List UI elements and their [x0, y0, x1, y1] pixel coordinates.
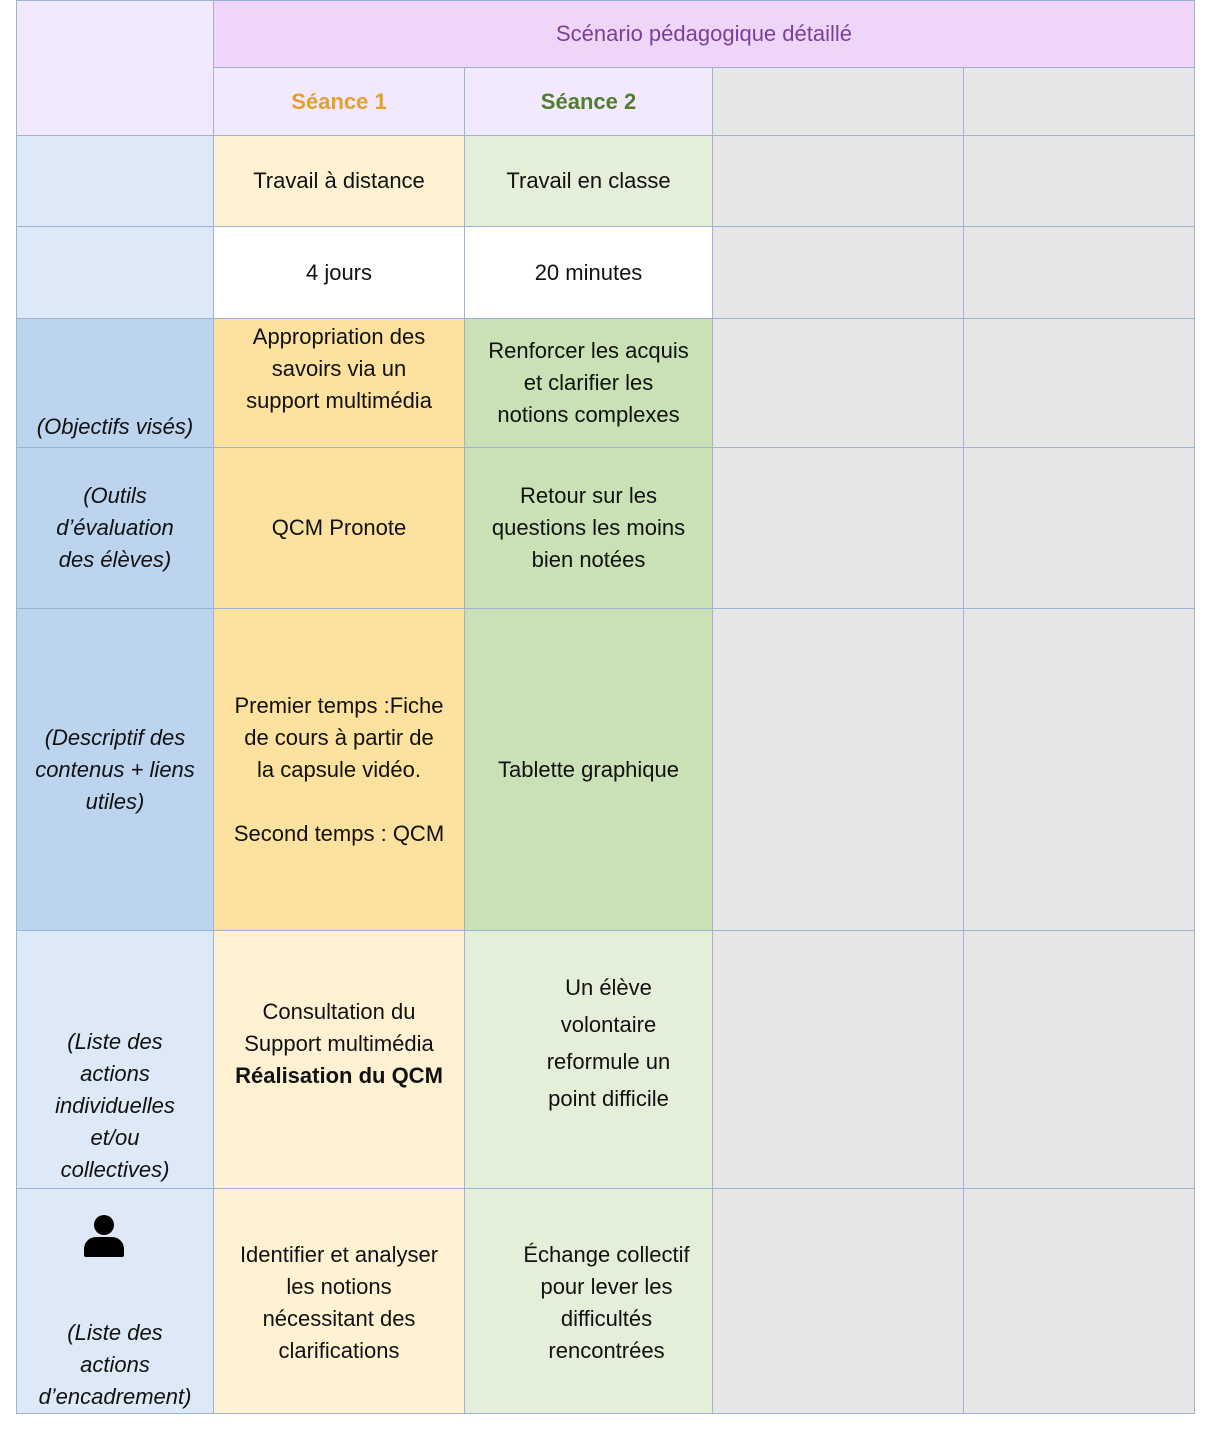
empty-cell — [712, 318, 964, 448]
empty-cell — [963, 226, 1195, 319]
objectives-session1: Appropriation des savoirs via un support multimédia — [213, 318, 465, 448]
mode-session2: Travail en classe — [464, 135, 713, 227]
contents-label: (Descriptif des contenus + liens utiles) — [16, 608, 214, 931]
duration-label-cell — [16, 226, 214, 319]
mode-label-cell — [16, 135, 214, 227]
evaluation-session1: QCM Pronote — [213, 447, 465, 609]
table-title: Scénario pédagogique détaillé — [213, 0, 1195, 68]
mode-session1: Travail à distance — [213, 135, 465, 227]
contents-session1: Premier temps :Fiche de cours à partir de la capsule vidéo. Second temps : QCM — [213, 608, 465, 931]
empty-cell — [712, 1188, 964, 1414]
evaluation-session2: Retour sur les questions les moins bien notées — [464, 447, 713, 609]
corner-cell — [16, 0, 214, 136]
contents-session2: Tablette graphique — [464, 608, 713, 931]
actions-session1: Consultation du Support multimédia Réalisation du QCM — [213, 930, 465, 1189]
empty-cell — [712, 447, 964, 609]
actions-session2: Un élève volontaire reformule un point difficile — [464, 930, 713, 1189]
empty-cell — [963, 135, 1195, 227]
empty-cell — [963, 930, 1195, 1189]
session2-header: Séance 2 — [464, 67, 713, 136]
objectives-session2: Renforcer les acquis et clarifier les notions complexes — [464, 318, 713, 448]
objectives-label: (Objectifs visés) — [16, 318, 214, 448]
empty-header-4 — [963, 67, 1195, 136]
actions-label: (Liste des actions individuelles et/ou collectives) — [16, 930, 214, 1189]
scenario-table — [16, 0, 1195, 1414]
user-icon — [84, 1215, 124, 1257]
supervision-label: (Liste des actions d’encadrement) — [16, 1188, 214, 1414]
empty-cell — [963, 318, 1195, 448]
session1-header: Séance 1 — [213, 67, 465, 136]
empty-cell — [712, 135, 964, 227]
empty-cell — [963, 447, 1195, 609]
duration-session2: 20 minutes — [464, 226, 713, 319]
empty-header-3 — [712, 67, 964, 136]
evaluation-label: (Outils d’évaluation des élèves) — [16, 447, 214, 609]
supervision-session2: Échange collectif pour lever les difficultés rencontrées — [464, 1188, 713, 1414]
empty-cell — [963, 1188, 1195, 1414]
empty-cell — [712, 930, 964, 1189]
duration-session1: 4 jours — [213, 226, 465, 319]
empty-cell — [712, 226, 964, 319]
supervision-session1: Identifier et analyser les notions nécessitant des clarifications — [213, 1188, 465, 1414]
empty-cell — [712, 608, 964, 931]
empty-cell — [963, 608, 1195, 931]
